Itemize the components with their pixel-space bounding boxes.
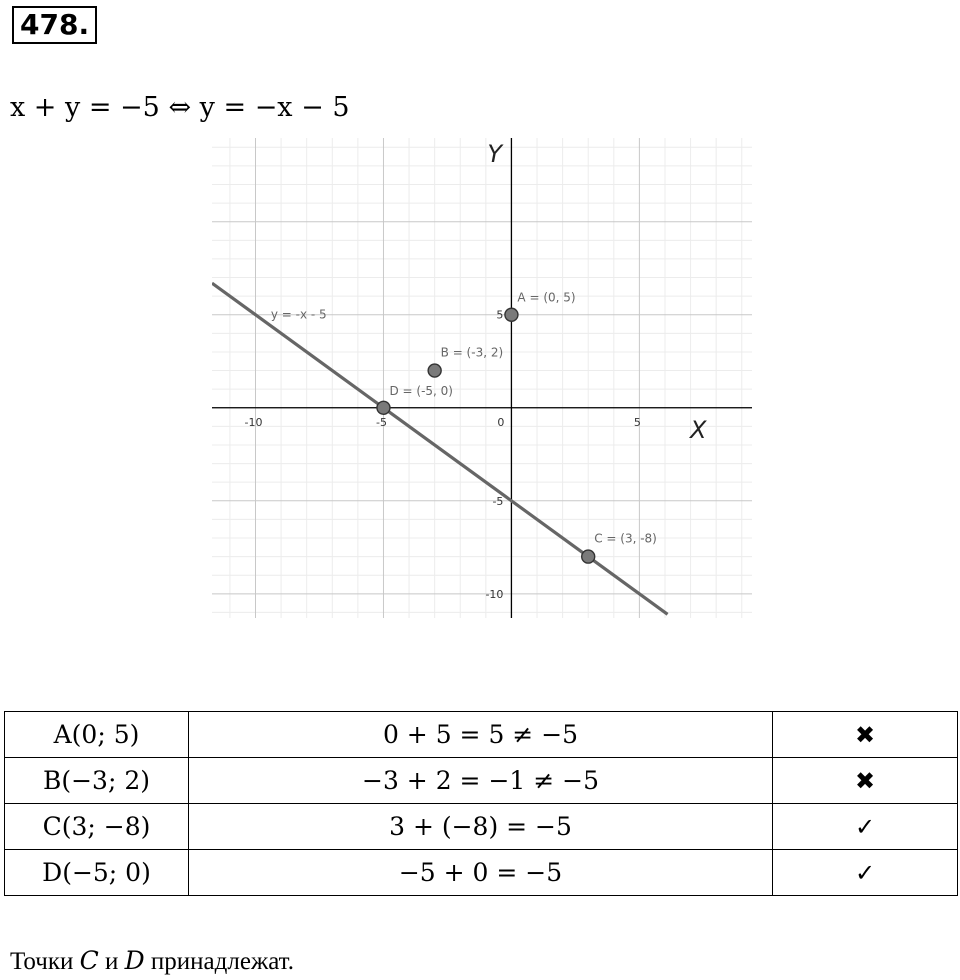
minor-grid [212, 138, 752, 618]
equation: x + y = −5 ⇔ y = −x − 5 [10, 92, 350, 123]
point-d-name: D [124, 946, 145, 975]
x-tick-label: 5 [633, 415, 641, 429]
point-label-a: A = (0, 5) [517, 290, 576, 305]
y-tick-label: -10 [485, 587, 504, 601]
coordinate-graph [212, 138, 752, 618]
line-y-eq-minus-x-minus-5 [212, 283, 668, 614]
line-label: y = -x - 5 [270, 307, 327, 322]
point-cell: C(3; −8) [5, 804, 189, 850]
point-c [582, 550, 595, 563]
table-row [5, 804, 958, 850]
points [377, 291, 657, 563]
point-label-c: C = (3, -8) [594, 531, 657, 546]
check-cell: 0 + 5 = 5 ≠ −5 [189, 712, 773, 758]
table-row [5, 712, 958, 758]
y-tick-label: -5 [492, 494, 504, 508]
table-row [5, 758, 958, 804]
checkmark-icon: ✓ [773, 804, 958, 850]
point-cell: A(0; 5) [5, 712, 189, 758]
point-cell: B(−3; 2) [5, 758, 189, 804]
point-label-b: B = (-3, 2) [440, 345, 504, 360]
y-tick-label: 5 [496, 308, 504, 322]
point-label-d: D = (-5, 0) [389, 383, 453, 398]
point-b [428, 364, 441, 377]
cross-icon: ✖ [773, 712, 958, 758]
conclusion-prefix: Точки [10, 948, 74, 975]
checkmark-icon: ✓ [773, 850, 958, 896]
y-axis-label: Y [487, 140, 503, 168]
check-cell: −5 + 0 = −5 [189, 850, 773, 896]
point-cell: D(−5; 0) [5, 850, 189, 896]
conclusion-and: и [104, 948, 119, 975]
table-row [5, 850, 958, 896]
x-tick-label: -5 [375, 415, 387, 429]
point-d [377, 401, 390, 414]
x-tick-label: -10 [244, 415, 263, 429]
verification-table [4, 711, 958, 896]
point-c-name: C [79, 946, 99, 975]
x-axis-label: X [690, 415, 707, 444]
conclusion-suffix: принадлежат. [150, 948, 294, 975]
axes [212, 138, 752, 618]
x-tick-label: 0 [497, 415, 505, 429]
major-grid [212, 138, 752, 618]
conclusion [10, 946, 294, 976]
function-line [212, 283, 668, 614]
point-a [505, 308, 518, 321]
task-number: 478. [12, 6, 97, 44]
check-cell: 3 + (−8) = −5 [189, 804, 773, 850]
check-cell: −3 + 2 = −1 ≠ −5 [189, 758, 773, 804]
cross-icon: ✖ [773, 758, 958, 804]
